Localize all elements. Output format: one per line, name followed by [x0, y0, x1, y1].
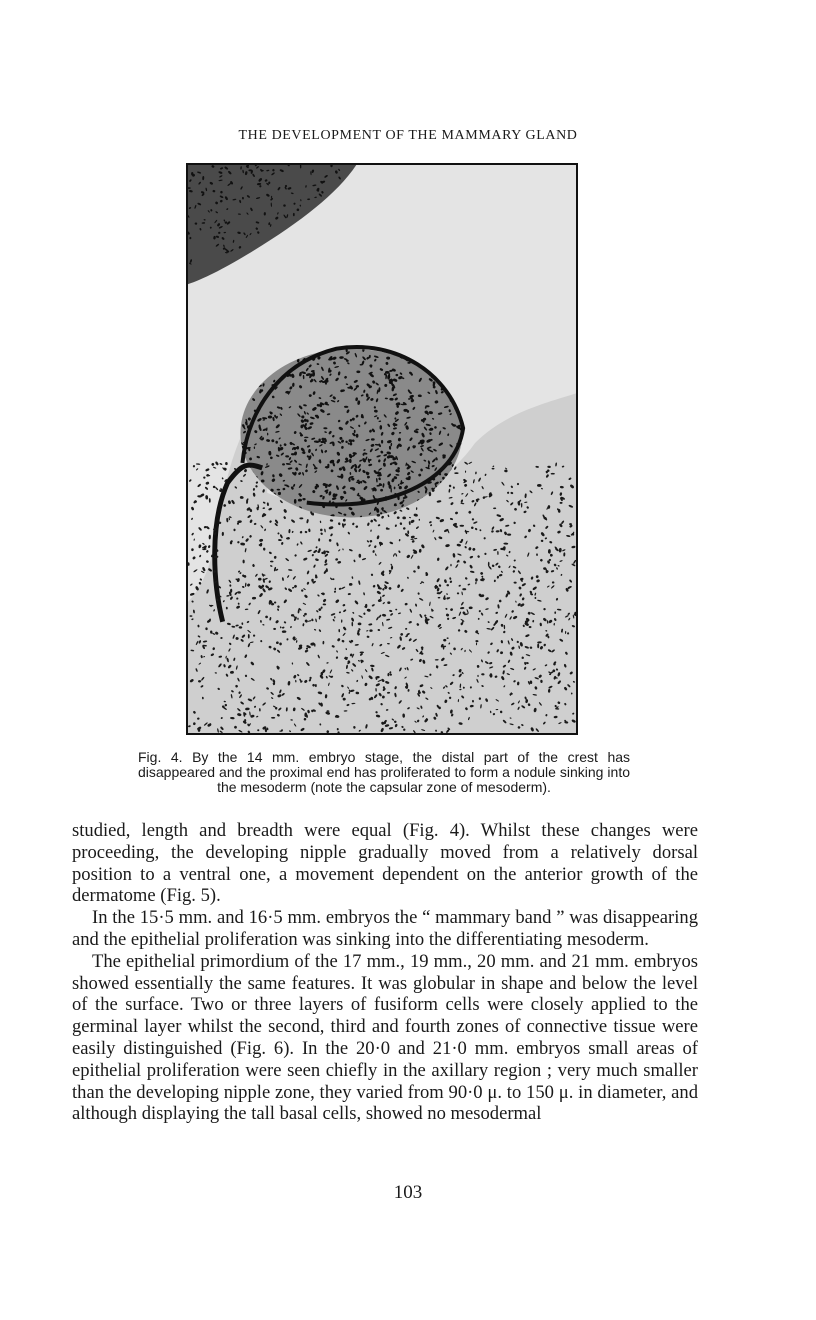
cell-nucleus — [248, 634, 250, 639]
cell-nucleus — [537, 484, 542, 487]
cell-nucleus — [299, 517, 303, 519]
cell-nucleus — [472, 518, 474, 520]
cell-nucleus — [543, 608, 545, 610]
cell-nucleus — [443, 639, 446, 642]
figure-4-micrograph — [186, 163, 578, 735]
cell-nucleus — [297, 618, 298, 620]
page-number: 103 — [393, 1182, 423, 1203]
cell-nucleus — [438, 597, 441, 599]
running-head: THE DEVELOPMENT OF THE MAMMARY GLAND — [238, 128, 578, 143]
cell-nucleus — [220, 191, 222, 194]
micrograph-image — [188, 165, 576, 733]
cell-nucleus — [454, 472, 458, 474]
cell-nucleus — [271, 717, 275, 719]
cell-nucleus — [450, 564, 451, 567]
cell-nucleus — [552, 581, 555, 583]
cell-nucleus — [291, 614, 294, 616]
cell-nucleus — [537, 644, 539, 649]
cell-nucleus — [367, 472, 370, 474]
paragraph: The epithelial primordium of the 17 mm., 19 mm., 20 mm. and 21 mm. embryos showed essentially the same features. It was globular in shape and below the level of the surface. Two or three layers of fusiform cells were closely applied to the germinal layer whilst the second, third and fourth zones of connective tissue were easily distinguished (Fig. 6). In the 20·0 and 21·0 mm. embryos small areas of epithelial proliferation were seen chiefly in the axillary region ; very much smaller than the developing nipple zone, they varied from 90·0 μ. to 150 μ. in diameter, and although displaying the tall basal cells, showed no mesodermal — [72, 950, 698, 1125]
figure-label: Fig. 4. — [138, 749, 183, 765]
paragraph: In the 15·5 mm. and 16·5 mm. embryos the “ mammary band ” was disappearing and the epithelial proliferation was sinking into the differentiating mesoderm. — [72, 907, 698, 950]
cell-nucleus — [529, 626, 532, 628]
figure-caption-text: By the 14 mm. embryo stage, the distal part of the crest has disappeared and the proximal end has proliferated to form a nodule sinking into the mesoderm (note the capsular zone of mesoderm). — [138, 749, 631, 795]
cell-nucleus — [273, 628, 276, 630]
body-text — [72, 820, 698, 1125]
cell-nucleus — [462, 588, 466, 590]
cell-nucleus — [261, 479, 265, 482]
cell-nucleus — [377, 417, 379, 420]
cell-nucleus — [279, 731, 282, 732]
cell-nucleus — [371, 438, 375, 440]
cell-nucleus — [381, 440, 383, 444]
cell-nucleus — [315, 684, 317, 687]
paragraph: studied, length and breadth were equal (Fig. 4). Whilst these changes were proceeding, the developing nipple gradually moved from a relatively dorsal position to a ventral one, a movement dependent on the anterior growth of the dermatome (Fig. 5). — [72, 820, 698, 907]
cell-nucleus — [377, 514, 381, 517]
cell-nucleus — [560, 502, 563, 504]
figure-caption — [138, 750, 630, 795]
